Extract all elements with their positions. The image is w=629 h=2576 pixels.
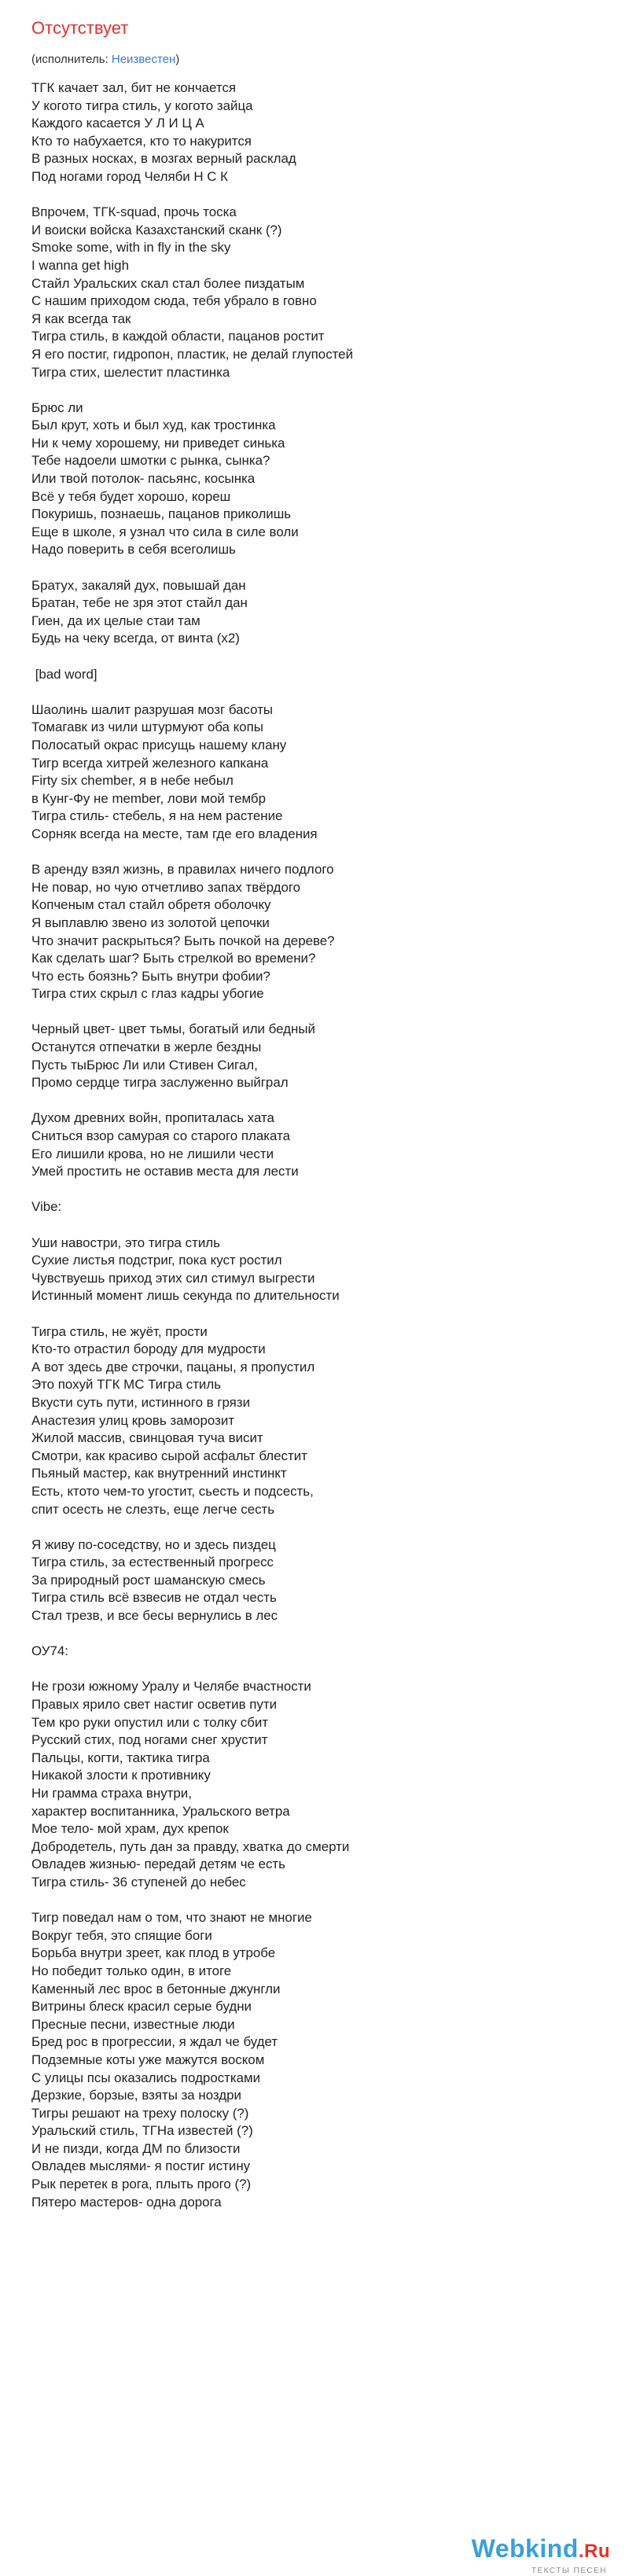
- lyric-line: Уши навостри, это тигра стиль: [31, 1235, 220, 1250]
- lyric-line: Тигра стиль, за естественный прогресс: [31, 1555, 274, 1570]
- lyric-line: Пьяный мастер, как внутренний инстинкт: [31, 1466, 287, 1481]
- lyric-line: Сниться взор самурая со старого плаката: [31, 1128, 291, 1144]
- lyric-line: Тем кро руки опустил или с толку сбит: [31, 1714, 269, 1730]
- lyric-line: Стайл Уральских скал стал более пиздатым: [31, 275, 305, 291]
- artist-link[interactable]: Неизвестен: [111, 53, 176, 66]
- lyric-line: Каменный лес врос в бетонные джунгли: [31, 1981, 281, 1996]
- lyric-line: Тигра стих скрыл с глаз кадры убогие: [31, 986, 264, 1002]
- lyric-line: Ни к чему хорошему, ни приведет синька: [31, 435, 285, 451]
- lyric-line: Пятеро мастеров- одна дорога: [31, 2194, 222, 2210]
- lyric-line: С улицы псы оказались подростками: [31, 2070, 261, 2085]
- lyric-line: Smoke some, with in fly in the sky: [31, 240, 231, 256]
- lyric-line: Я его постиг, гидропон, пластик, не делай глупостей: [31, 346, 354, 362]
- lyric-line: Бред рос в прогрессии, я ждал че будет: [31, 2034, 278, 2050]
- lyric-line: Анастезия улиц кровь заморозит: [31, 1412, 235, 1428]
- lyric-line: Его лишили крова, но не лишили чести: [31, 1146, 274, 1161]
- lyric-line: Черный цвет- цвет тьмы, богатый или бедный: [31, 1021, 315, 1037]
- lyric-line: характер воспитанника, Уральского ветра: [31, 1803, 290, 1819]
- lyric-line: [31, 1092, 598, 1110]
- lyric-line: Тигра стиль всё взвесив не отдал честь: [31, 1590, 277, 1606]
- lyric-line: Я выплавлю звено из золотой цепочки: [31, 914, 270, 930]
- lyric-line: Не грози южному Уралу и Челябе вчастности: [31, 1679, 311, 1695]
- lyric-line: Впрочем, ТГК-squad, прочь тоска: [31, 204, 237, 220]
- lyric-line: Томагавк из чили штурмуют оба копы: [31, 719, 263, 735]
- lyric-line: Овладев мыслями- я постиг истину: [31, 2158, 251, 2174]
- lyric-line: [31, 844, 598, 862]
- lyric-line: Духом древних войн, пропиталась хата: [31, 1110, 274, 1126]
- brand-name: [472, 2535, 610, 2565]
- lyric-line: Пресные песни, известные люди: [31, 2016, 235, 2032]
- lyric-line: Витрины блеск красил серые будни: [31, 1999, 252, 2015]
- lyric-line: Жилой массив, свинцовая туча висит: [31, 1430, 263, 1446]
- lyric-line: Тигр поведал нам о том, что знают не многие: [31, 1910, 312, 1926]
- lyric-line: [31, 186, 598, 204]
- lyric-line: Не повар, но чую отчетливо запах твёрдого: [31, 879, 301, 895]
- brand-tagline: ТЕКСТЫ ПЕСЕН: [531, 2567, 607, 2575]
- lyric-line: Никакой злости к противнику: [31, 1768, 211, 1783]
- lyric-line: Ни грамма страха внутри,: [31, 1786, 192, 1801]
- artist-byline: [31, 52, 179, 68]
- lyric-line: Всё у тебя будет хорошо, кореш: [31, 488, 231, 504]
- lyric-line: [31, 1003, 598, 1021]
- lyric-line: В аренду взял жизнь, в правилах ничего подлого: [31, 862, 334, 878]
- lyric-line: Братан, тебе не зря этот стайл дан: [31, 595, 248, 611]
- lyric-line: Борьба внутри зреет, как плод в утробе: [31, 1945, 276, 1961]
- lyric-line: Кто то набухается, кто то накурится: [31, 133, 252, 149]
- lyric-line: Рык перетек в рога, плыть прого (?): [31, 2177, 252, 2192]
- lyric-line: Тебе надоели шмотки с рынка, сынка?: [31, 453, 270, 469]
- lyric-line: Сорняк всегда на месте, там где его владения: [31, 826, 318, 841]
- brand-name-main: Webkind: [471, 2534, 579, 2563]
- lyric-line: в Кунг-Фу не member, лови мой тембр: [31, 790, 266, 806]
- lyric-line: Что значит раскрыться? Быть почкой на дереве?: [31, 933, 335, 948]
- lyric-line: [31, 683, 598, 701]
- lyric-line: ОУ74:: [31, 1643, 68, 1659]
- lyric-line: Вокруг тебя, это спящие боги: [31, 1927, 212, 1943]
- lyric-line: Кто-то отрастил бороду для мудрости: [31, 1341, 266, 1357]
- brand-tld: .Ru: [578, 2541, 610, 2562]
- lyric-line: [31, 1892, 598, 1910]
- lyric-line: Тигр всегда хитрей железного капкана: [31, 755, 269, 771]
- lyric-line: Тигры решают на треху полоску (?): [31, 2105, 249, 2121]
- lyric-line: [31, 1181, 598, 1199]
- lyric-line: А вот здесь две строчки, пацаны, я пропустил: [31, 1359, 315, 1374]
- webkind-logo-link[interactable]: [472, 2535, 610, 2576]
- lyric-line: Гиен, да их целые стаи там: [31, 613, 200, 628]
- lyric-line: Умей простить не оставив места для лести: [31, 1164, 299, 1179]
- lyric-line: Vibe:: [31, 1199, 62, 1215]
- lyric-line: Надо поверить в себя всеголишь: [31, 542, 236, 558]
- lyric-line: Я как всегда так: [31, 311, 131, 326]
- lyric-line: спит осесть не слезть, еще легче сесть: [31, 1501, 275, 1517]
- lyric-line: Будь на чеку всегда, от винта (x2): [31, 631, 240, 646]
- lyric-line: [31, 648, 598, 666]
- lyric-line: ТГК качает зал, бит не кончается: [31, 80, 237, 95]
- lyric-line: Чувствуешь приход этих сил стимул выгрести: [31, 1270, 315, 1286]
- lyric-line: В разных носках, в мозгах верный расклад: [31, 151, 296, 167]
- lyric-line: Есть, ктото чем-то угостит, сьесть и подсесть,: [31, 1483, 314, 1499]
- lyric-line: Был крут, хоть и был худ, как тростинка: [31, 418, 276, 433]
- lyric-line: Каждого касается У Л И Ц А: [31, 116, 204, 131]
- byline-suffix: ): [175, 53, 180, 66]
- lyric-line: [bad word]: [31, 666, 97, 682]
- lyric-line: [31, 1305, 598, 1323]
- lyric-line: Овладев жизнью- передай детям че есть: [31, 1857, 285, 1872]
- lyric-line: Дерзкие, борзые, взяты за ноздри: [31, 2088, 241, 2103]
- lyric-line: Тигра стиль, в каждой области, пацанов ростит: [31, 329, 325, 344]
- lyric-line: Сухие листья подстриг, пока куст ростил: [31, 1253, 282, 1268]
- lyric-line: I wanna get high: [31, 257, 129, 273]
- lyric-line: Но победит только один, в итоге: [31, 1963, 232, 1978]
- lyric-line: [31, 1216, 598, 1235]
- lyric-line: Я живу по-соседству, но и здесь пиздец: [31, 1536, 276, 1552]
- lyric-line: Останутся отпечатки в жерле бездны: [31, 1040, 262, 1055]
- lyric-line: Это похуй ТГК МС Тигра стиль: [31, 1377, 222, 1393]
- lyric-line: [31, 559, 598, 577]
- lyric-line: [31, 1625, 598, 1643]
- lyric-line: Firty six chember, я в небе небыл: [31, 773, 234, 789]
- lyric-line: Тигра стиль- стебель, я на нем растение: [31, 808, 283, 824]
- lyric-line: Копченым стал стайл обретя оболочку: [31, 897, 271, 913]
- lyric-line: Добродетель, путь дан за правду, хватка до смерти: [31, 1838, 350, 1854]
- lyric-line: Русский стих, под ногами снег хрустит: [31, 1732, 268, 1748]
- lyric-line: Стал трезв, и все бесы вернулись в лес: [31, 1608, 278, 1624]
- lyric-line: Мое тело- мой храм, дух крепок: [31, 1821, 229, 1837]
- lyric-line: За природный рост шаманскую смесь: [31, 1572, 266, 1588]
- lyric-line: Еще в школе, я узнал что сила в силе воли: [31, 524, 299, 539]
- lyric-line: Правых ярило свет настиг осветив пути: [31, 1697, 278, 1713]
- lyric-line: Под ногами город Челяби Н С К: [31, 168, 229, 184]
- lyric-line: Тигра стиль- 36 ступеней до небес: [31, 1874, 246, 1890]
- lyric-line: Уральский стиль, ТГНа известей (?): [31, 2123, 253, 2139]
- lyric-line: Пальцы, когти, тактика тигра: [31, 1750, 210, 1765]
- lyric-line: Как сделать шаг? Быть стрелкой во времени?: [31, 951, 316, 966]
- lyrics-text: [31, 79, 598, 2211]
- lyric-line: Пусть тыБрюс Ли или Стивен Сигал,: [31, 1057, 258, 1073]
- lyric-line: Полосатый окрас присущь нашему клану: [31, 737, 287, 753]
- lyric-line: Покуришь, познаешь, пацанов приколишь: [31, 506, 292, 522]
- lyric-line: Братух, закаляй дух, повышай дан: [31, 577, 246, 593]
- lyric-line: Истинный момент лишь секунда по длительности: [31, 1288, 340, 1304]
- lyric-line: Или твой потолок- пасьянс, косынка: [31, 471, 256, 487]
- lyric-line: Тигра стиль, не жуёт, прости: [31, 1323, 208, 1339]
- song-title: Отсутствует: [31, 18, 129, 38]
- lyric-line: И воиски войска Казахстанский сканк (?): [31, 222, 282, 237]
- lyric-line: Вкусти суть пути, истинного в грязи: [31, 1394, 251, 1410]
- byline-prefix: (исполнитель:: [31, 53, 112, 66]
- lyric-line: Тигра стих, шелестит пластинка: [31, 364, 230, 380]
- lyric-line: [31, 381, 598, 399]
- lyric-line: И не пизди, когда ДМ по близости: [31, 2140, 241, 2156]
- lyric-line: Что есть боязнь? Быть внутри фобии?: [31, 968, 270, 984]
- lyric-line: Брюс ли: [31, 399, 83, 415]
- lyric-line: Промо сердце тигра заслуженно выйграл: [31, 1075, 289, 1091]
- lyric-line: У когото тигра стиль, у когото зайца: [31, 98, 253, 113]
- lyric-line: [31, 1518, 598, 1536]
- lyric-line: С нашим приходом сюда, тебя убрало в говно: [31, 293, 317, 309]
- lyric-line: Шаолинь шалит разрушая мозг басоты: [31, 701, 274, 717]
- lyric-line: [31, 1661, 598, 1679]
- lyric-line: Подземные коты уже мажутся воском: [31, 2052, 265, 2067]
- lyric-line: Смотри, как красиво сырой асфальт блестит: [31, 1448, 307, 1463]
